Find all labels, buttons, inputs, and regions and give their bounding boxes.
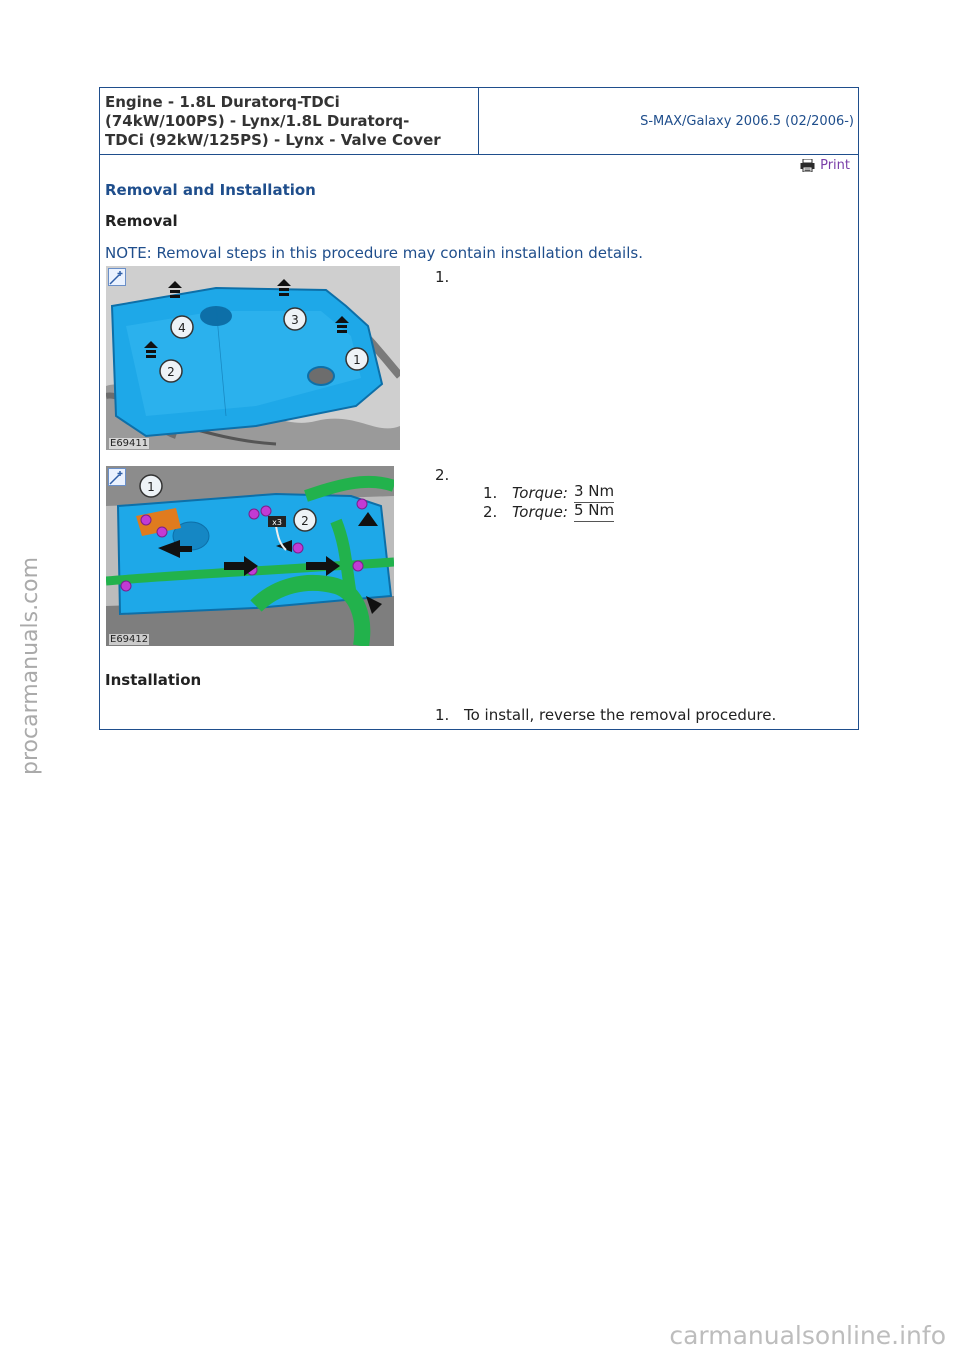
torque-label: Torque:: [512, 503, 568, 521]
print-label: Print: [820, 158, 850, 173]
svg-text:1: 1: [147, 480, 155, 494]
torque-value-link[interactable]: 3 Nm: [574, 484, 614, 503]
torque-value-link[interactable]: 5 Nm: [574, 503, 614, 522]
installation-step: [435, 706, 776, 724]
title-line-3: TDCi (92kW/125PS) - Lynx - Valve Cover: [105, 131, 441, 149]
printer-icon: [800, 159, 815, 172]
side-watermark: procarmanuals.com: [18, 556, 43, 775]
list-item: [483, 503, 614, 522]
document-frame: [99, 87, 859, 730]
page-title: [100, 88, 479, 154]
callout-2: [160, 360, 182, 382]
step-number: 1.: [435, 706, 450, 724]
substep-number: 2.: [483, 503, 498, 521]
figure-valve-cover-removal[interactable]: [106, 266, 400, 450]
step-number: 2.: [435, 466, 450, 484]
torque-substeps: [483, 484, 614, 522]
torque-label: Torque:: [512, 484, 568, 502]
callout-layer: [106, 466, 394, 646]
quantity-badge: [268, 516, 286, 527]
callout-2: [294, 509, 316, 531]
svg-text:2: 2: [301, 514, 309, 528]
step-text: To install, reverse the removal procedure.: [464, 706, 777, 724]
callout-1: [346, 348, 368, 370]
svg-text:4: 4: [178, 321, 186, 335]
print-link[interactable]: [800, 158, 850, 173]
svg-text:2: 2: [167, 365, 175, 379]
svg-text:1: 1: [353, 353, 361, 367]
step-number: 1.: [435, 268, 450, 286]
removal-heading: Removal: [105, 212, 178, 230]
title-line-2: (74kW/100PS) - Lynx/1.8L Duratorq-: [105, 112, 410, 130]
section-title: Removal and Installation: [105, 181, 316, 199]
installation-heading: Installation: [105, 671, 202, 689]
figure-valve-cover-bolts[interactable]: [106, 466, 394, 646]
vehicle-info: [479, 88, 858, 154]
figure-label: E69411: [110, 438, 149, 449]
vehicle-label: S-MAX/Galaxy 2006.5 (02/2006-): [640, 113, 854, 129]
substep-number: 1.: [483, 484, 498, 502]
bottom-watermark: carmanualsonline.info: [669, 1321, 946, 1350]
title-line-1: Engine - 1.8L Duratorq-TDCi: [105, 93, 340, 111]
svg-text:3: 3: [291, 313, 299, 327]
removal-note: NOTE: Removal steps in this procedure may contain installation details.: [105, 244, 643, 262]
callout-layer: [106, 266, 400, 450]
callout-4: [171, 316, 193, 338]
callout-3: [284, 308, 306, 330]
callout-1: [140, 475, 162, 497]
svg-text:x3: x3: [272, 518, 282, 527]
figure-label: E69412: [110, 634, 149, 645]
header-table: [100, 88, 858, 155]
